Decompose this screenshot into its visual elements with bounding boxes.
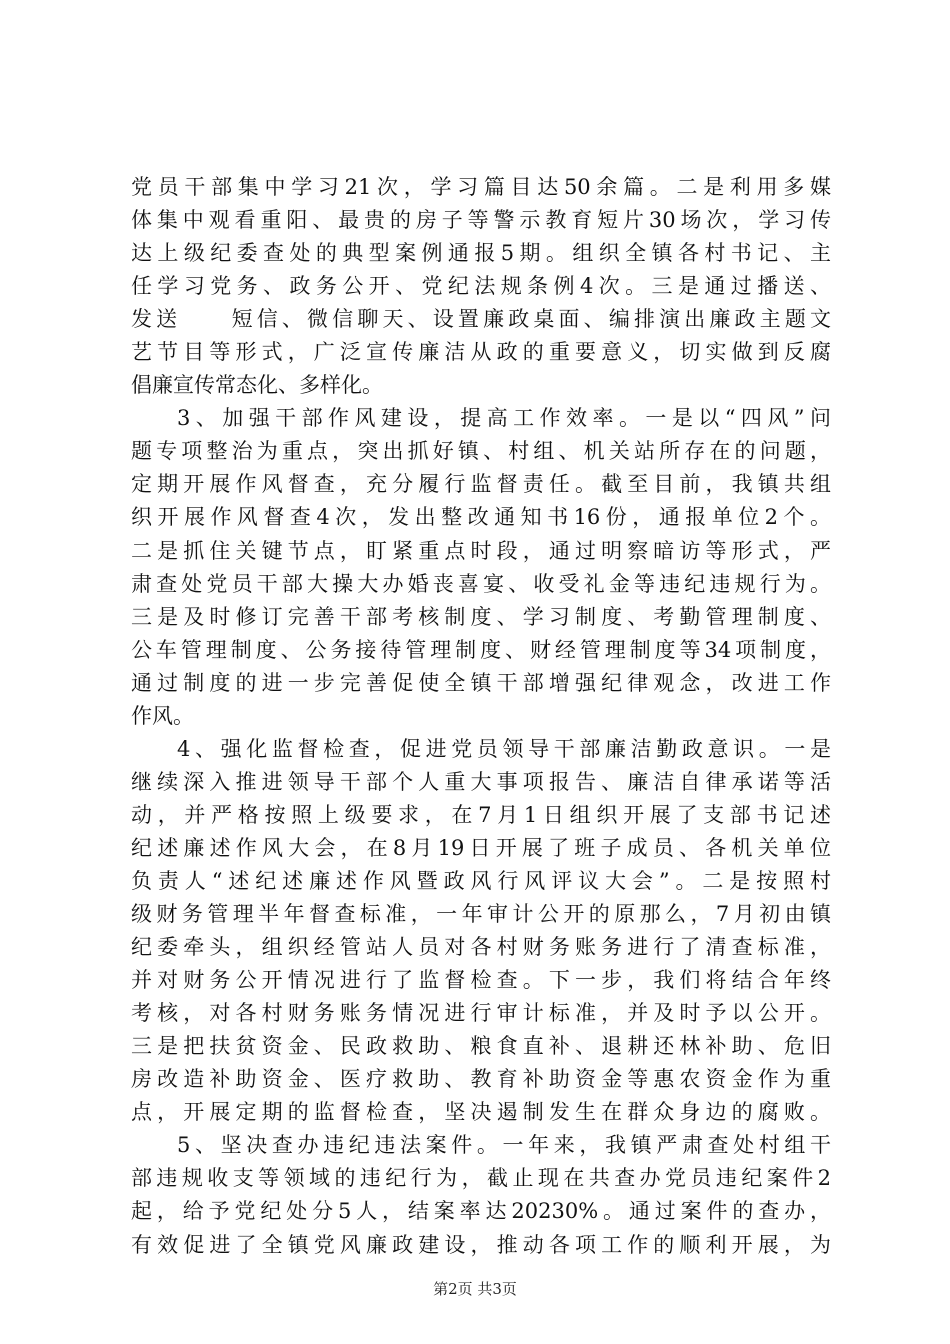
text-line: 体集中观看重阳、最贵的房子等警示教育短片30场次，学习传 bbox=[131, 208, 831, 233]
text-line: 题专项整治为重点，突出抓好镇、村组、机关站所存在的问题， bbox=[131, 439, 831, 464]
text-line: 艺节目等形式，广泛宣传廉洁从政的重要意义，切实做到反腐 bbox=[131, 340, 831, 365]
text-line: 公车管理制度、公务接待管理制度、财经管理制度等34项制度， bbox=[131, 637, 831, 662]
text-line: 纪述廉述作风大会，在8月19日开展了班子成员、各机关单位 bbox=[131, 835, 831, 860]
text-line: 动，并严格按照上级要求，在7月1日组织开展了支部书记述 bbox=[131, 802, 831, 827]
text-line: 肃查处党员干部大操大办婚丧喜宴、收受礼金等违纪违规行为。 bbox=[131, 571, 831, 596]
text-line: 纪委牵头，组织经管站人员对各村财务账务进行了清查标准， bbox=[131, 935, 831, 960]
text-line: 级财务管理半年督查标准，一年审计公开的原那么，7月初由镇 bbox=[131, 902, 831, 927]
text-line: 二是抓住关键节点，盯紧重点时段，通过明察暗访等形式，严 bbox=[131, 538, 831, 563]
text-line: 并对财务公开情况进行了监督检查。下一步，我们将结合年终 bbox=[131, 968, 831, 993]
text-line: 4、强化监督检查，促进党员领导干部廉洁勤政意识。一是 bbox=[177, 736, 831, 761]
text-line: 发送 短信、微信聊天、设置廉政桌面、编排演出廉政主题文 bbox=[131, 307, 831, 332]
text-line: 3、加强干部作风建设，提高工作效率。一是以“四风”问 bbox=[177, 406, 831, 431]
text-line: 倡廉宣传常态化、多样化。 bbox=[131, 373, 383, 398]
text-line: 通过制度的进一步完善促使全镇干部增强纪律观念，改进工作 bbox=[131, 670, 831, 695]
document-body bbox=[131, 171, 831, 1262]
text-line: 作风。 bbox=[131, 703, 194, 728]
text-line: 定期开展作风督查，充分履行监督责任。截至目前，我镇共组 bbox=[131, 472, 831, 497]
text-line: 负责人“述纪述廉述作风暨政风行风评议大会”。二是按照村 bbox=[131, 868, 831, 893]
text-line: 继续深入推进领导干部个人重大事项报告、廉洁自律承诺等活 bbox=[131, 769, 831, 794]
text-line: 三是及时修订完善干部考核制度、学习制度、考勤管理制度、 bbox=[131, 604, 831, 629]
text-line: 任学习党务、政务公开、党纪法规条例4次。三是通过播送、 bbox=[131, 274, 831, 299]
text-line: 三是把扶贫资金、民政救助、粮食直补、退耕还林补助、危旧 bbox=[131, 1034, 831, 1059]
text-line: 点，开展定期的监督检查，坚决遏制发生在群众身边的腐败。 bbox=[131, 1100, 831, 1125]
text-line: 有效促进了全镇党风廉政建设，推动各项工作的顺利开展，为 bbox=[131, 1232, 831, 1257]
text-line: 党员干部集中学习21次，学习篇目达50余篇。二是利用多媒 bbox=[131, 175, 831, 199]
text-line: 达上级纪委查处的典型案例通报5期。组织全镇各村书记、主 bbox=[131, 241, 831, 266]
text-line: 织开展作风督查4次，发出整改通知书16份，通报单位2个。 bbox=[131, 505, 831, 530]
text-line: 房改造补助资金、医疗救助、教育补助资金等惠农资金作为重 bbox=[131, 1067, 831, 1092]
page-footer: 第2页 共3页 bbox=[433, 1280, 517, 1298]
text-line: 起，给予党纪处分5人，结案率达20230%。通过案件的查办， bbox=[131, 1199, 831, 1224]
text-line: 5、坚决查办违纪违法案件。一年来，我镇严肃查处村组干 bbox=[177, 1133, 831, 1158]
text-line: 考核，对各村财务账务情况进行审计标准，并及时予以公开。 bbox=[131, 1001, 831, 1026]
text-line: 部违规收支等领域的违纪行为，截止现在共查办党员违纪案件2 bbox=[131, 1166, 831, 1191]
